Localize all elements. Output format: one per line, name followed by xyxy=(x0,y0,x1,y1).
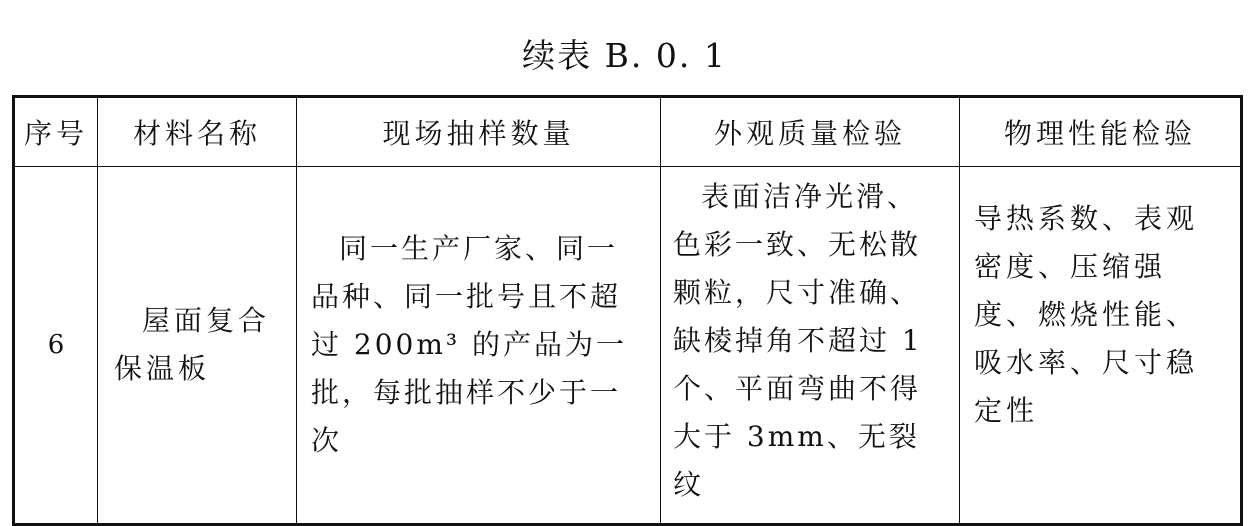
cell-sampling-quantity: 同一生产厂家、同一品种、同一批号且不超过 200m³ 的产品为一批，每批抽样不少于一次 xyxy=(297,167,661,525)
header-serial-number: 序号 xyxy=(14,97,98,167)
cell-physical-inspection: 导热系数、表观密度、压缩强度、燃烧性能、吸水率、尺寸稳定性 xyxy=(960,167,1242,525)
table-header-row xyxy=(14,97,1242,167)
header-material-name: 材料名称 xyxy=(98,97,297,167)
cell-appearance-inspection: 表面洁净光滑、色彩一致、无松散颗粒，尺寸准确、缺棱掉角不超过 1 个、平面弯曲不得大于 3mm、无裂纹 xyxy=(661,167,960,525)
cell-serial-number: 6 xyxy=(14,167,98,525)
header-physical-inspection: 物理性能检验 xyxy=(960,97,1242,167)
cell-material-name: 屋面复合保温板 xyxy=(98,167,297,525)
header-sampling-quantity: 现场抽样数量 xyxy=(297,97,661,167)
material-inspection-table xyxy=(12,95,1243,526)
header-appearance-inspection: 外观质量检验 xyxy=(661,97,960,167)
table-caption: 续表 B. 0. 1 xyxy=(522,36,727,75)
table-row xyxy=(14,167,1242,525)
